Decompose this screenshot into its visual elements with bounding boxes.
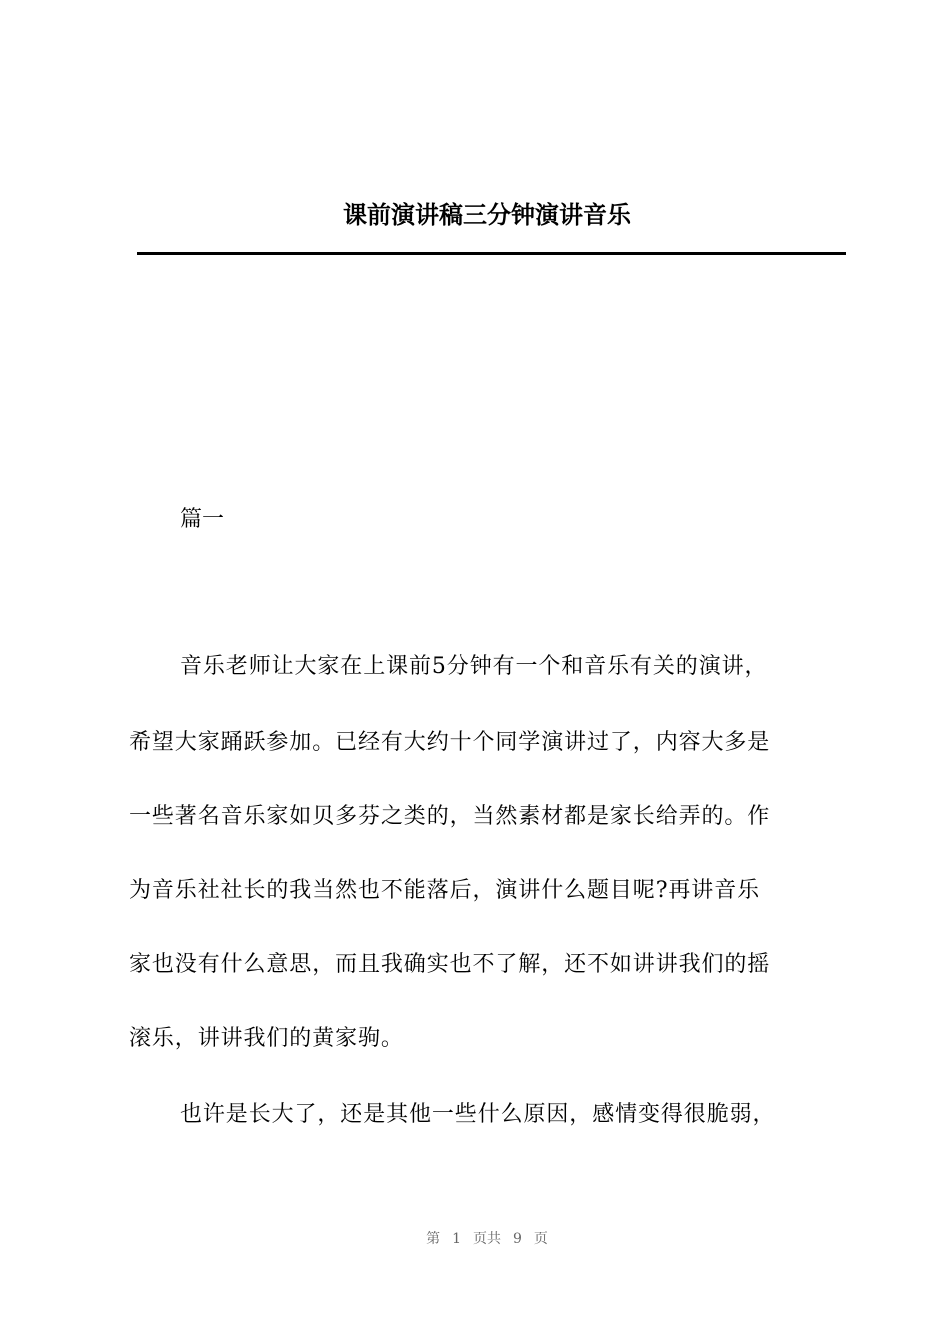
title-underline <box>137 252 846 255</box>
section-heading: 篇一 <box>180 507 225 532</box>
footer-prefix: 第 <box>426 1231 441 1247</box>
document-title: 课前演讲稿三分钟演讲音乐 <box>343 200 631 229</box>
body-line-6: 滚乐，讲讲我们的黄家驹。 <box>129 1026 404 1051</box>
body-line-4: 为音乐社社长的我当然也不能落后，演讲什么题目呢?再讲音乐 <box>129 878 760 903</box>
body-line-1: 音乐老师让大家在上课前5分钟有一个和音乐有关的演讲， <box>180 654 768 679</box>
footer-current-page: 1 <box>452 1231 461 1247</box>
page-footer <box>0 1228 950 1250</box>
footer-suffix: 页 <box>533 1231 548 1247</box>
body-line-7: 也许是长大了，还是其他一些什么原因，感情变得很脆弱， <box>180 1102 776 1127</box>
body-line-3: 一些著名音乐家如贝多芬之类的，当然素材都是家长给弄的。作 <box>129 804 771 829</box>
footer-total-pages: 9 <box>513 1231 522 1247</box>
body-line-2: 希望大家踊跃参加。已经有大约十个同学演讲过了，内容大多是 <box>129 730 771 755</box>
body-line-5: 家也没有什么意思，而且我确实也不了解，还不如讲讲我们的摇 <box>129 952 771 977</box>
footer-middle: 页共 <box>473 1231 501 1247</box>
